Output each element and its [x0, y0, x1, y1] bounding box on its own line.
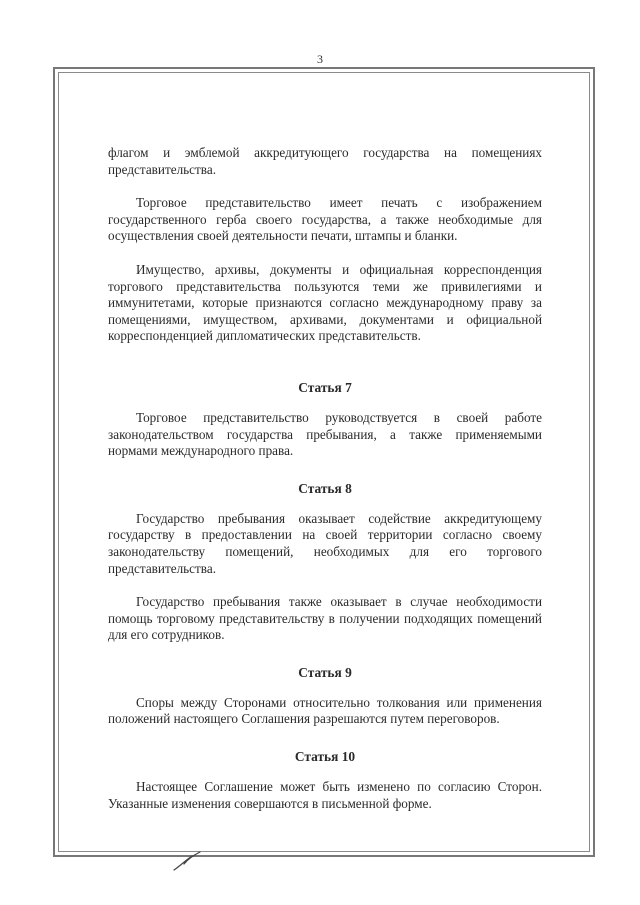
- article-7-paragraph: Торговое представительство руководствуется в своей работе законодательством государства пребывания, а также применяемыми нормами международного права.: [108, 409, 542, 459]
- paragraph-seal: Торговое представительство имеет печать с изображением государственного герба своего государства, а также необходимые для осуществления своей деятельности печати, штампы и бланки.: [108, 195, 542, 244]
- article-8-paragraph-2: Государство пребывания также оказывает в случае необходимости помощь торговому представительству в получении подходящих помещений для его сотрудников.: [108, 594, 542, 643]
- article-7-heading: Статья 7: [298, 379, 352, 395]
- article-8-paragraph-1: Государство пребывания оказывает содействие аккредитующему государству в предоставлении на своей территории согласно своему законодательству помещений, необходимых для его торгового представительства.: [108, 510, 542, 576]
- paragraph-property-immunity: Имущество, архивы, документы и официальная корреспонденция торгового представительства пользуются теми же привилегиями и иммунитетами, которые признаются согласно международному праву за помещениями, имуществом, архивами, документами и официальной корреспонденцией дипломатических представительств.: [108, 261, 542, 344]
- article-9-heading: Статья 9: [298, 664, 352, 680]
- article-9-paragraph: Споры между Сторонами относительно толкования или применения положений настоящего Соглашения разрешаются путем переговоров.: [108, 694, 542, 727]
- article-10-paragraph: Настоящее Соглашение может быть изменено по согласию Сторон. Указанные изменения совершаются в письменной форме.: [108, 779, 542, 811]
- document-body: [108, 145, 542, 812]
- page-number: 3: [317, 52, 323, 66]
- article-8-heading: Статья 8: [298, 480, 352, 496]
- initials-signature-mark: [172, 850, 202, 872]
- article-10-heading: Статья 10: [294, 749, 356, 765]
- paragraph-continuation: флагом и эмблемой аккредитующего государства на помещениях представительства.: [108, 145, 542, 177]
